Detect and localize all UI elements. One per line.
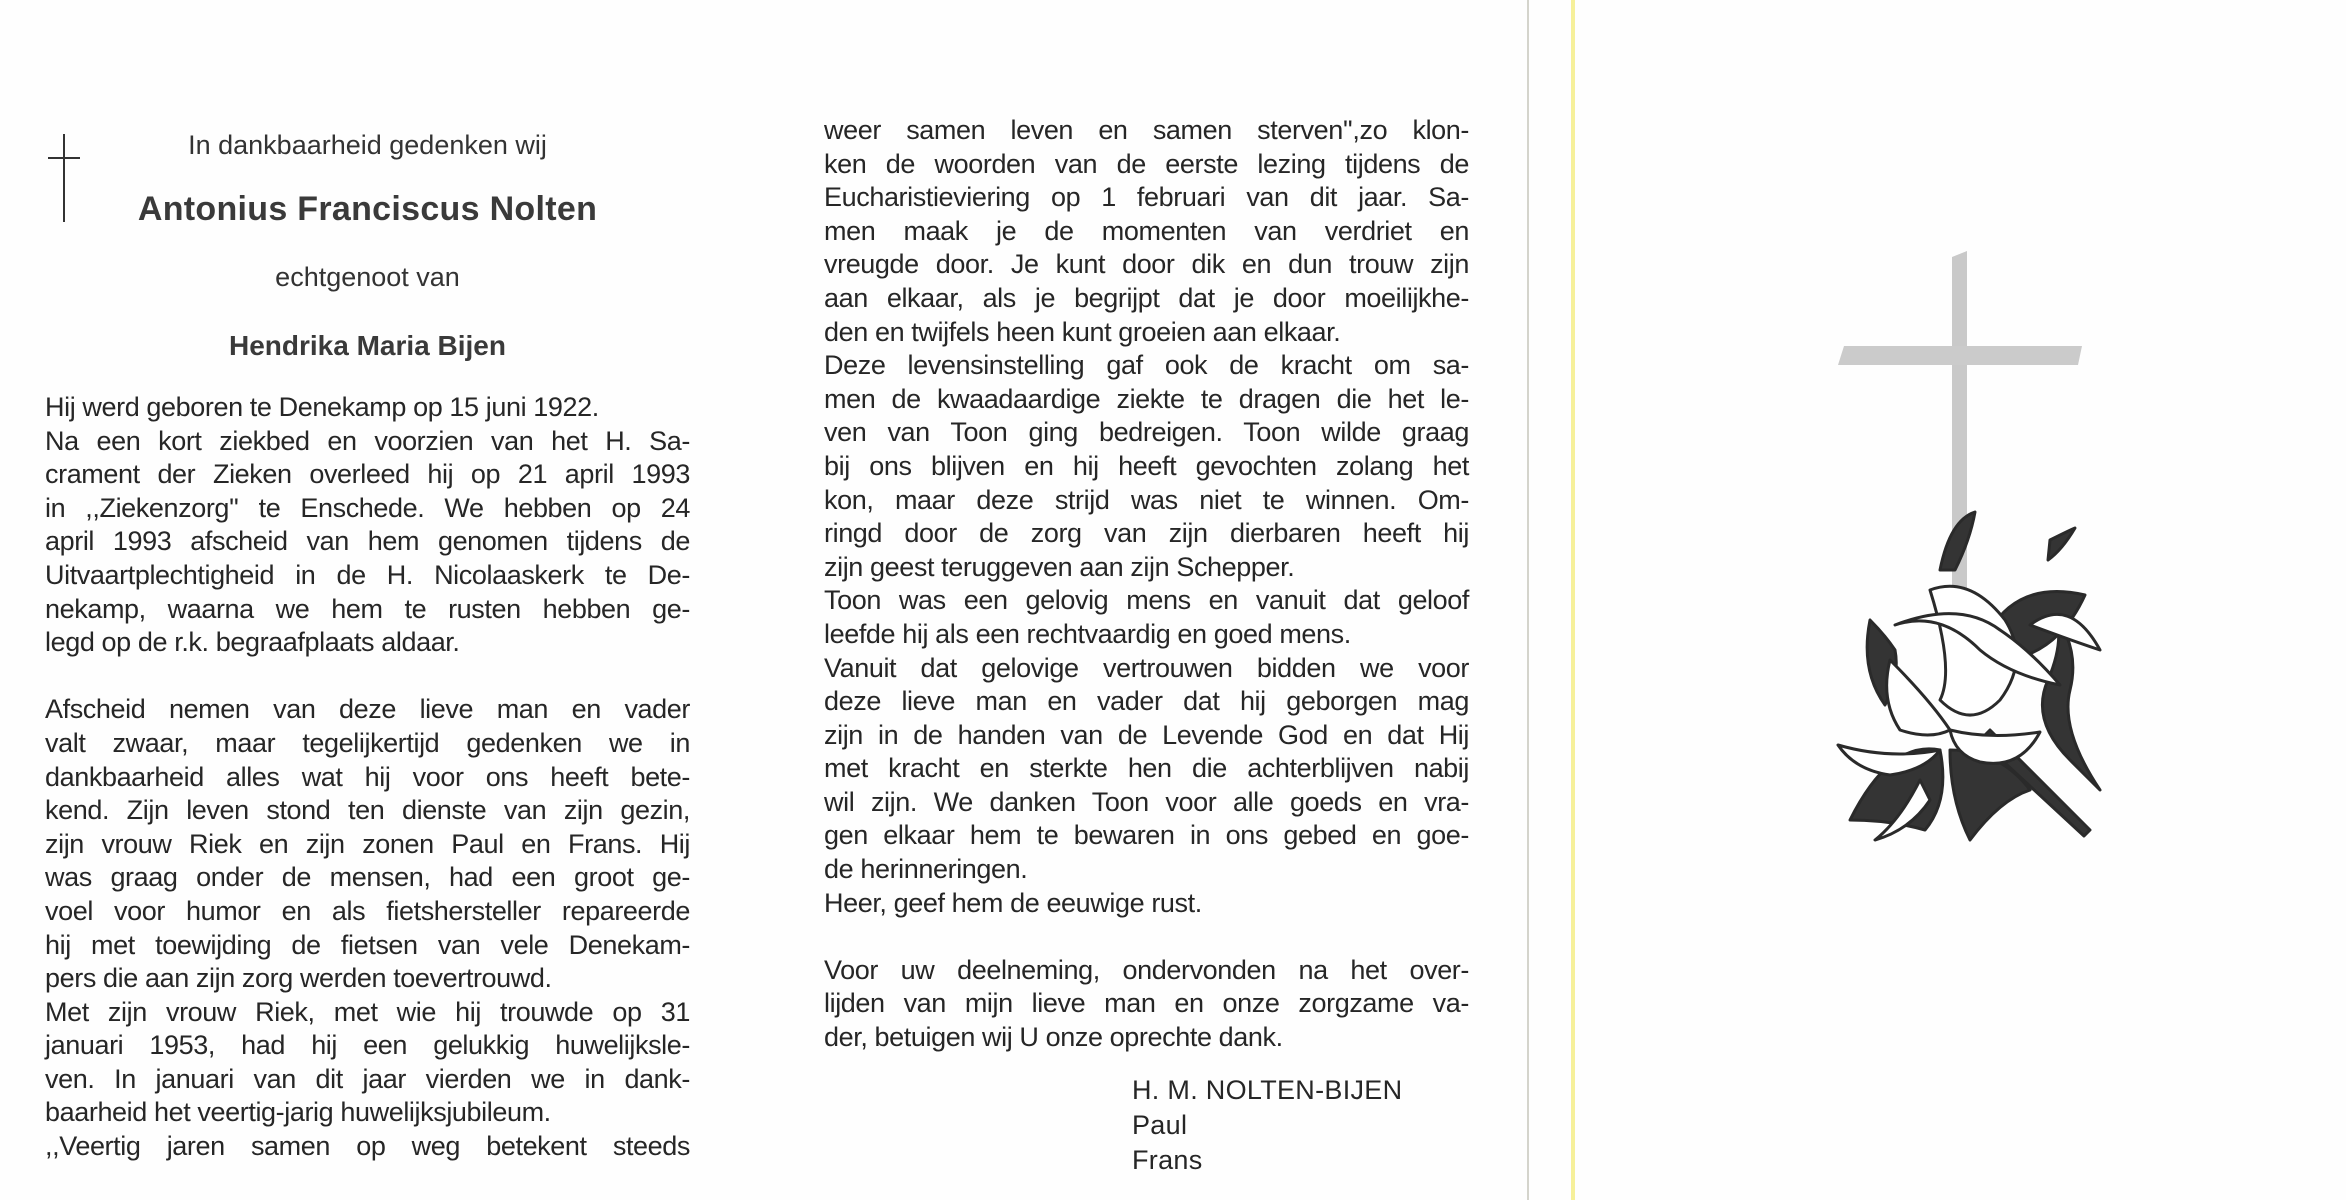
signature-line: H. M. NOLTEN-BIJEN	[1132, 1075, 1403, 1105]
lily-icon	[1830, 500, 2110, 870]
text-line: april 1993 afscheid van hem genomen tijdens de	[45, 526, 690, 557]
paragraph	[45, 391, 690, 660]
text-line: men maak je de momenten van verdriet en	[824, 215, 1469, 246]
text-line: Eucharistieviering op 1 februari van dit jaar. Sa-	[824, 182, 1469, 213]
text-line: crament der Zieken overleed hij op 21 april 1993	[45, 459, 690, 490]
text-column-right	[824, 114, 1469, 1055]
text-line: Voor uw deelneming, ondervonden na het over-	[824, 954, 1469, 985]
text-line: zijn vrouw Riek en zijn zonen Paul en Frans. Hij	[45, 828, 690, 859]
text-line: bij ons blijven en hij heeft gevochten zolang het	[824, 450, 1469, 481]
text-line: de herinneringen.	[824, 854, 1028, 885]
text-column-left	[45, 391, 690, 1164]
text-line: dankbaarheid alles wat hij voor ons heeft bete-	[45, 761, 690, 792]
text-line: weer samen leven en samen sterven'',zo klon-	[824, 115, 1469, 145]
card-edge	[1527, 0, 1529, 1200]
signature-block	[1132, 1073, 1402, 1178]
text-line: nekamp, waarna we hem te rusten hebben ge-	[45, 593, 690, 624]
text-line: kon, maar deze strijd was niet te winnen. Om-	[824, 484, 1469, 515]
text-line: valt zwaar, maar tegelijkertijd gedenken we in	[45, 727, 690, 758]
text-line: in ,,Ziekenzorg'' te Enschede. We hebben op 24	[45, 492, 690, 523]
text-line: Heer, geef hem de eeuwige rust.	[824, 887, 1202, 918]
text-line: zijn geest teruggeven aan zijn Schepper.	[824, 551, 1295, 582]
text-line: baarheid het veertig-jarig huwelijksjubileum.	[45, 1097, 551, 1128]
deceased-name: Antonius Franciscus Nolten	[137, 190, 598, 228]
spouse-name: Hendrika Maria Bijen	[229, 330, 506, 361]
text-line: Na een kort ziekbed en voorzien van het H. Sa-	[45, 425, 690, 456]
relation-text: echtgenoot van	[275, 262, 460, 292]
text-line: aan elkaar, als je begrijpt dat je door moeilijkhe-	[824, 282, 1469, 313]
signature-line: Paul	[1132, 1110, 1188, 1140]
intro-text: In dankbaarheid gedenken wij	[188, 130, 547, 160]
text-line: Hij werd geboren te Denekamp op 15 juni 1922.	[45, 392, 599, 422]
text-line: der, betuigen wij U onze oprechte dank.	[824, 1022, 1283, 1053]
text-line: voel voor humor en als fietshersteller repareerde	[45, 895, 690, 926]
paragraph	[45, 693, 690, 1163]
text-line: deze lieve man en vader dat hij geborgen mag	[824, 686, 1469, 717]
text-line: pers die aan zijn zorg werden toevertrouwd.	[45, 963, 552, 994]
text-line: den en twijfels heen kunt groeien aan elkaar.	[824, 316, 1341, 347]
text-line: vreugde door. Je kunt door dik en dun trouw zijn	[824, 249, 1469, 280]
card-fold	[1571, 0, 1575, 1200]
text-line: zijn in de handen van de Levende God en dat Hij	[824, 719, 1469, 750]
signature-line: Frans	[1132, 1145, 1203, 1175]
text-line: Met zijn vrouw Riek, met wie hij trouwde op 31	[45, 996, 690, 1027]
paragraph	[824, 114, 1469, 920]
text-line: Deze levensinstelling gaf ook de kracht om sa-	[824, 350, 1469, 381]
paragraph	[824, 954, 1469, 1055]
text-line: ringd door de zorg van zijn dierbaren heeft hij	[824, 518, 1469, 549]
text-line: was graag onder de mensen, had een groot ge-	[45, 862, 690, 893]
text-line: lijden van mijn lieve man en onze zorgzame va-	[824, 988, 1469, 1019]
text-line: Uitvaartplechtigheid in de H. Nicolaaskerk te De-	[45, 559, 690, 590]
text-line: januari 1953, had hij een gelukkig huwelijksle-	[45, 1030, 690, 1061]
text-line: men de kwaadaardige ziekte te dragen die het le-	[824, 383, 1469, 414]
text-line: ,,Veertig jaren samen op weg betekent steeds	[45, 1131, 690, 1162]
text-line: wil zijn. We danken Toon voor alle goeds en vra-	[824, 786, 1469, 817]
text-line: gen elkaar hem te bewaren in ons gebed en goe-	[824, 820, 1469, 851]
text-line: ven van Toon ging bedreigen. Toon wilde graag	[824, 417, 1469, 448]
text-line: Vanuit dat gelovige vertrouwen bidden we voor	[824, 652, 1469, 683]
text-line: ken de woorden van de eerste lezing tijdens de	[824, 148, 1469, 179]
text-line: met kracht en sterkte hen die achterblijven nabij	[824, 753, 1469, 784]
paragraph-gap	[45, 660, 690, 694]
text-line: Afscheid nemen van deze lieve man en vader	[45, 694, 690, 725]
paragraph-gap	[824, 920, 1469, 954]
text-line: kend. Zijn leven stond ten dienste van zijn gezin,	[45, 795, 690, 826]
text-line: leefde hij als een rechtvaardig en goed mens.	[824, 618, 1351, 649]
text-line: ven. In januari van dit jaar vierden we in dank-	[45, 1063, 690, 1094]
text-line: hij met toewijding de fietsen van vele Denekam-	[45, 929, 690, 960]
text-line: Toon was een gelovig mens en vanuit dat geloof	[824, 585, 1469, 616]
text-line: legd op de r.k. begraafplaats aldaar.	[45, 627, 460, 658]
